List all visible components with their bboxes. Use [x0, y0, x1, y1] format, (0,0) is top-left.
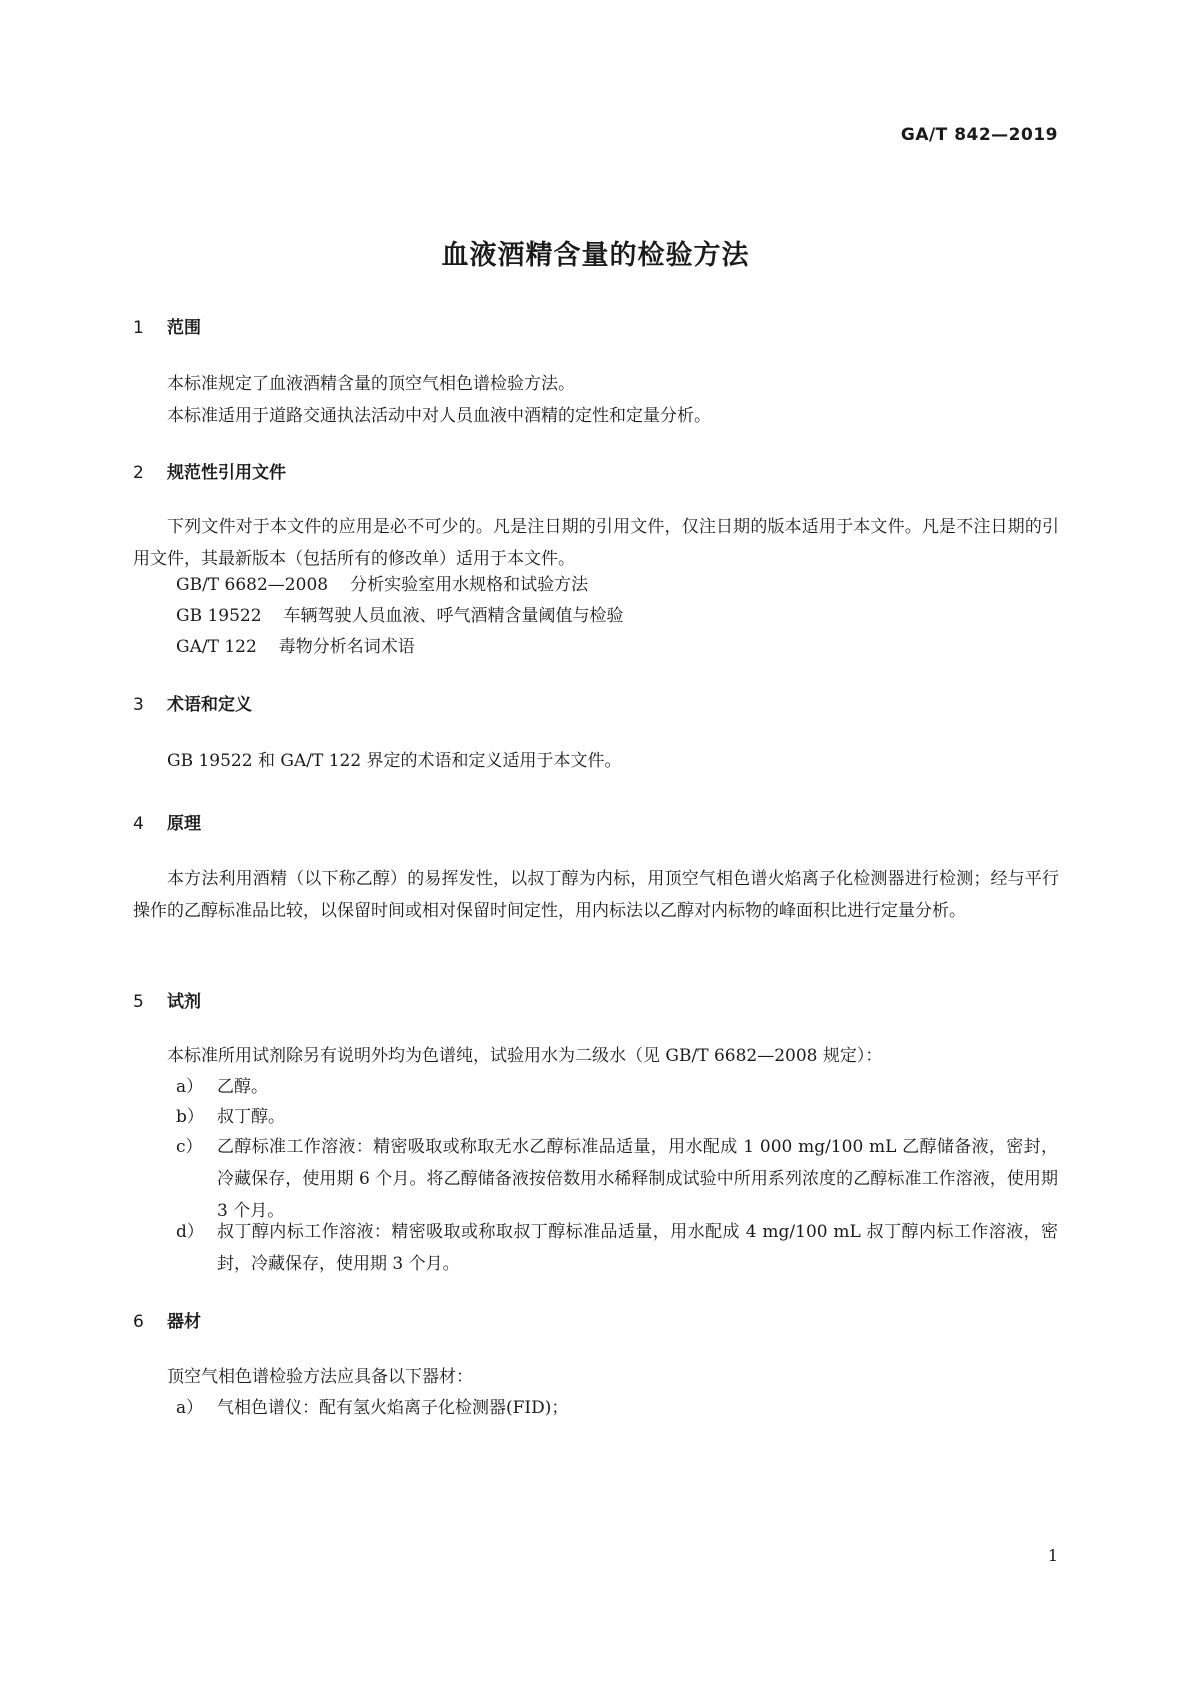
list-item-text: 乙醇标准工作溶液：精密吸取或称取无水乙醇标准品适量，用水配成 1 000 mg/100 mL 乙醇储备液，密封，冷藏保存，使用期 6 个月。将乙醇储备液按倍数用水稀释制成试验中所用系列浓度的乙醇标准工作溶液，使用期 3 个月。 — [217, 1137, 1058, 1221]
section-6-heading — [133, 1307, 201, 1332]
list-item — [176, 1131, 1058, 1227]
section-number: 5 — [133, 992, 144, 1012]
section-1-paragraph-1: 本标准规定了血液酒精含量的顶空气相色谱检验方法。 — [167, 374, 575, 394]
section-3-heading — [133, 690, 252, 715]
section-number: 3 — [133, 695, 144, 715]
list-item-label: d） — [176, 1222, 204, 1242]
reference-name: 车辆驾驶人员血液、呼气酒精含量阈值与检验 — [283, 606, 624, 626]
section-1-paragraph-2: 本标准适用于道路交通执法活动中对人员血液中酒精的定性和定量分析。 — [167, 406, 711, 426]
section-number: 6 — [133, 1312, 144, 1332]
section-1-heading — [133, 313, 201, 338]
list-item — [176, 1101, 1058, 1133]
section-title: 范围 — [167, 318, 201, 338]
section-title: 原理 — [167, 814, 201, 834]
section-title: 规范性引用文件 — [167, 463, 286, 483]
reference-name: 毒物分析名词术语 — [278, 637, 415, 657]
section-title: 器材 — [167, 1312, 201, 1332]
list-item-text: 气相色谱仪：配有氢火焰离子化检测器(FID)； — [217, 1398, 569, 1418]
reference-item — [176, 600, 624, 632]
reference-code: GB/T 6682—2008 — [176, 575, 329, 595]
section-4-paragraph: 本方法利用酒精（以下称乙醇）的易挥发性，以叔丁醇为内标，用顶空气相色谱火焰离子化检测器进行检测；经与平行操作的乙醇标准品比较，以保留时间或相对保留时间定性，用内标法以乙醇对内标物的峰面积比进行定量分析。 — [133, 869, 1059, 921]
list-item — [176, 1216, 1058, 1280]
list-item-label: a） — [176, 1077, 204, 1097]
list-item — [176, 1392, 1058, 1424]
reference-code: GB 19522 — [176, 606, 262, 626]
page-number: 1 — [1047, 1546, 1058, 1565]
list-item-text: 叔丁醇。 — [217, 1107, 285, 1127]
reference-item — [176, 631, 415, 663]
section-4-heading — [133, 809, 201, 834]
list-item-text: 乙醇。 — [217, 1077, 268, 1097]
section-number: 2 — [133, 463, 144, 483]
document-code: GA/T 842—2019 — [900, 125, 1058, 145]
reference-item — [176, 569, 588, 601]
reference-name: 分析实验室用水规格和试验方法 — [350, 575, 589, 595]
section-title: 术语和定义 — [167, 695, 252, 715]
list-item-label: a） — [176, 1398, 204, 1418]
section-3-paragraph: GB 19522 和 GA/T 122 界定的术语和定义适用于本文件。 — [167, 751, 622, 771]
section-2-intro: 下列文件对于本文件的应用是必不可少的。凡是注日期的引用文件，仅注日期的版本适用于本文件。凡是不注日期的引用文件，其最新版本（包括所有的修改单）适用于本文件。 — [133, 517, 1059, 569]
list-item-label: c） — [176, 1137, 203, 1157]
section-2-heading — [133, 458, 286, 483]
section-5-heading — [133, 987, 201, 1012]
list-item-label: b） — [176, 1107, 204, 1127]
document-title: 血液酒精含量的检验方法 — [441, 240, 750, 271]
section-5-intro: 本标准所用试剂除另有说明外均为色谱纯，试验用水为二级水（见 GB/T 6682—2008 规定）： — [167, 1046, 883, 1066]
section-number: 1 — [133, 318, 144, 338]
list-item — [176, 1071, 1058, 1103]
list-item-text: 叔丁醇内标工作溶液：精密吸取或称取叔丁醇标准品适量，用水配成 4 mg/100 mL 叔丁醇内标工作溶液，密封，冷藏保存，使用期 3 个月。 — [217, 1222, 1058, 1274]
section-title: 试剂 — [167, 992, 201, 1012]
section-6-intro: 顶空气相色谱检验方法应具备以下器材： — [167, 1367, 473, 1387]
section-number: 4 — [133, 814, 144, 834]
reference-code: GA/T 122 — [176, 637, 257, 657]
